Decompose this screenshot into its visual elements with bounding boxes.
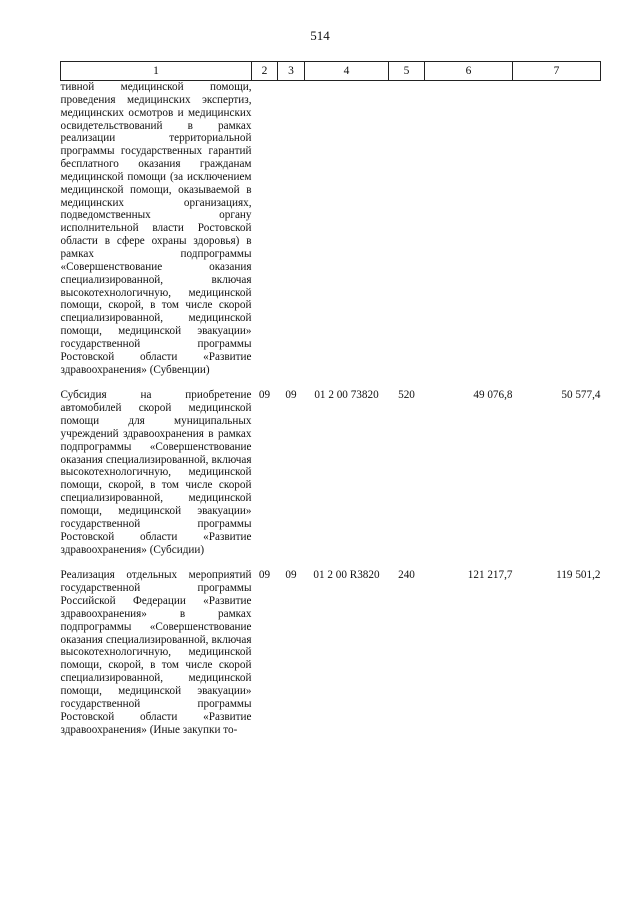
header-col-4: 4: [305, 62, 389, 81]
row-target-article: 01 2 00 73820: [314, 389, 379, 402]
row-section: [252, 81, 278, 377]
table-row: [61, 556, 601, 736]
row-subsection: 09: [285, 389, 297, 402]
row-amount-2: 50 577,4: [561, 389, 601, 402]
row-amount-2: 119 501,2: [556, 569, 601, 582]
table-row: [61, 81, 601, 377]
header-col-7: 7: [513, 62, 601, 81]
header-row: [61, 62, 601, 81]
row-section: 09: [258, 569, 271, 582]
header-col-1: 1: [61, 62, 252, 81]
header-col-3: 3: [278, 62, 305, 81]
row-description: тивной медицинской помощи, проведения медицинских экспертиз, медицинских осмотров и медицинских освидетельствований в рамках реализации территориальной программы государственных гарантий бесплатного оказания гражданам медицинской помощи (за исключением медицинской помощи, оказываемой в медицинских организациях, подведомственных органу исполнительной власти Ростовской области в сфере охраны здоровья) в рамках подпрограммы «Совершенствование оказания специализированной, включая высокотехнологичную, медицинской помощи, скорой, в том числе скорой специализированной, медицинской помощи, медицинской эвакуации» государственной программы Ростовской области «Развитие здравоохранения» (Субвенции): [60, 81, 252, 376]
row-expense-type: 520: [398, 389, 415, 402]
header-col-2: 2: [252, 62, 278, 81]
row-amount-1: 121 217,7: [467, 569, 513, 582]
row-subsection: 09: [285, 569, 297, 582]
row-expense-type: [389, 81, 425, 377]
header-col-5: 5: [389, 62, 425, 81]
row-description: Реализация отдельных мероприятий государственной программы Российской Федерации «Развитие здравоохранения» в рамках подпрограммы «Совершенствование оказания специализированной, включая высокотехнологичную, медицинской помощи, скорой, в том числе скорой специализированной, медицинской помощи, медицинской эвакуации» государственной программы Ростовской области «Развитие здравоохранения» (Иные закупки то-: [60, 569, 252, 736]
row-section: 09: [258, 389, 271, 402]
page-number: 514: [310, 28, 330, 43]
header-col-6: 6: [425, 62, 513, 81]
row-subsection: [278, 81, 305, 377]
row-amount-2: [513, 81, 601, 377]
row-amount-1: 49 076,8: [473, 389, 513, 402]
row-description: Субсидия на приобретение автомобилей скорой медицинской помощи для муниципальных учреждений здравоохранения в рамках подпрограммы «Совершенствование оказания специализированной, включая высокотехнологичную, медицинской помощи, скорой, в том числе скорой специализированной, медицинской помощи, медицинской эвакуации» государственной программы Ростовской области «Развитие здравоохранения» (Субсидии): [60, 389, 252, 556]
row-target-article: [305, 81, 389, 377]
table-row: [61, 376, 601, 556]
row-expense-type: 240: [398, 569, 415, 582]
budget-table: [60, 61, 601, 736]
row-amount-1: [425, 81, 513, 377]
row-target-article: 01 2 00 R3820: [313, 569, 380, 582]
